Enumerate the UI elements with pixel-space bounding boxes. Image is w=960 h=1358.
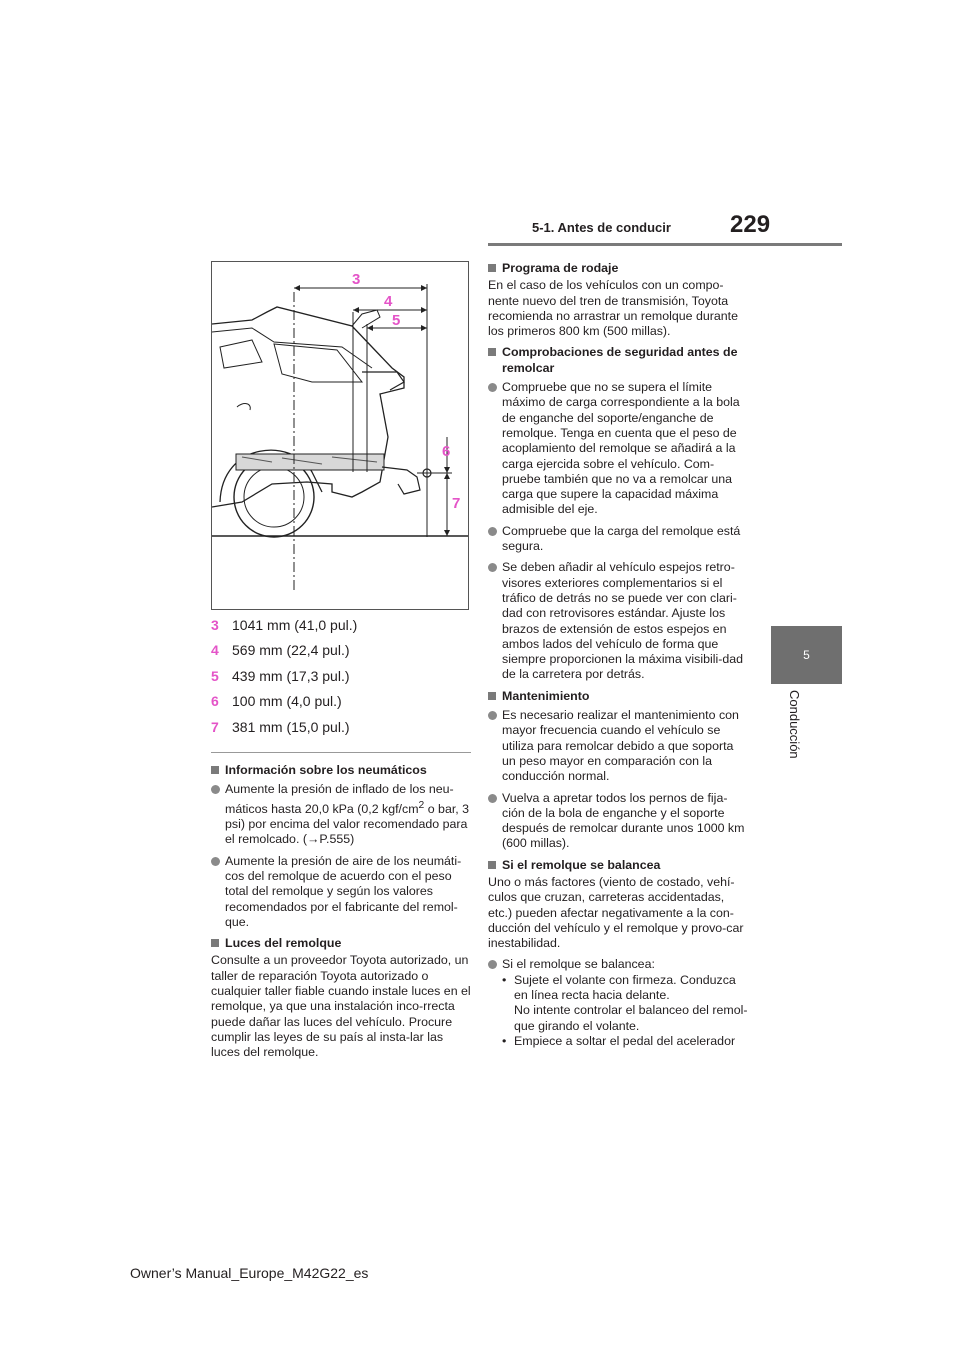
arrow (294, 285, 300, 291)
page-number: 229 (730, 211, 771, 238)
footer-text: Owner’s Manual_Europe_M42G22_es (130, 1265, 369, 1281)
window-line (212, 328, 372, 368)
bullet-item: Si el remolque se balancea: • Sujete el volante con firmeza. Conduzca en línea recta hacia delante. No intente controlar el balanceo del remol-que girando el volante. • Empiece a soltar el pedal del acelerador (488, 957, 750, 1049)
chapter-label: Conducción (787, 690, 802, 759)
arrow (421, 325, 427, 331)
callout-3: 3 (352, 271, 361, 288)
sub-item: • Empiece a soltar el pedal del acelerador (502, 1033, 736, 1048)
rear-side-window (220, 340, 262, 368)
spoiler (352, 310, 380, 328)
callout-7: 7 (452, 495, 461, 512)
dimension-item: 3 1041 mm (41,0 pul.) (211, 616, 358, 633)
section-maintenance-title: Mantenimiento (488, 689, 750, 704)
towing-dimensions-figure (211, 261, 469, 610)
dimension-item: 7 381 mm (15,0 pul.) (211, 718, 350, 735)
arrow (444, 473, 450, 479)
fuel-cap (237, 404, 250, 410)
chapter-number: 5 (803, 648, 810, 662)
rim (244, 467, 304, 527)
sub-item: • Sujete el volante con firmeza. Conduzca en línea recta hacia delante. No intente controlar el balanceo del remol-que girando el volante. (502, 972, 748, 1033)
dimension-item: 4 569 mm (22,4 pul.) (211, 642, 350, 659)
callout-5: 5 (392, 312, 401, 329)
dimension-item: 6 100 mm (4,0 pul.) (211, 693, 342, 710)
tail-lamp (362, 372, 404, 390)
chapter-tab[interactable] (771, 626, 842, 684)
rear-window (274, 344, 362, 382)
right-column (488, 257, 750, 1055)
bullet-item: Aumente la presión de aire de los neumáti-cos del remolque de acuerdo con el peso total del remolque y según los valores recomendados por el fabricante del remol-que. (211, 854, 471, 930)
bullet-item: Es necesario realizar el mantenimiento con mayor frecuencia cuando el vehículo se utiliza para remolcar debido a que soporta un peso mayor en comparación con la conducción normal. (488, 708, 750, 784)
paragraph: En el caso de los vehículos con un compo-nente nuevo del tren de transmisión, Toyota recomienda no arrastrar un remolque durante los primeros 800 km (500 millas). (488, 278, 739, 339)
bullet-item: Compruebe que la carga del remolque está segura. (488, 524, 750, 555)
bullet-item: Se deben añadir al vehículo espejos retro-visores exteriores complementarios si el tráfico de detrás no se puede ver con clari-dad con retrovisores estándar. Ajuste los brazos de extensión de estos espejos en ambos lados del vehículo de forma que siempre proporcionen la máxima visibili-dad de la carretera por detrás. (488, 560, 750, 682)
arrow (421, 285, 427, 291)
callout-4: 4 (384, 293, 393, 310)
arrow (444, 530, 450, 536)
section-lights-title: Luces del remolque (211, 936, 471, 951)
arrow (421, 307, 427, 313)
callout-6: 6 (442, 443, 451, 460)
section-breakin-title: Programa de rodaje (488, 261, 750, 276)
paragraph: Uno o más factores (viento de costado, vehí-culos que cruzan, carreteras accidentadas, etc.) pueden afectar negativamente a la con-ducción del vehículo y el remolque y provo-car inestabilidad. (488, 874, 744, 951)
bullet-item: Compruebe que no se supera el límite máximo de carga correspondiente a la bola de enganche del soporte/enganche de remolque. Tenga en cuenta que el peso de acoplamiento del remolque se añadirá a la carga ejercida sobre el vehículo. Com-pruebe también que no va a remolcar una carga que supere la capacidad máxima admisible del eje. (488, 380, 750, 518)
left-column (211, 752, 471, 1066)
vehicle-rear-diagram (212, 262, 468, 609)
section-title: 5-1. Antes de conducir (532, 220, 671, 235)
tow-hitch (382, 467, 420, 494)
dimension-item: 5 439 mm (17,3 pul.) (211, 667, 350, 684)
arrow (444, 467, 450, 473)
section-tires-title: Información sobre los neumáticos (211, 763, 471, 778)
section-sway-title: Si el remolque se balancea (488, 858, 750, 873)
paragraph: Consulte a un proveedor Toyota autorizado, un taller de reparación Toyota autorizado o cualquier taller fiable cuando instale luces en el remolque, ya que una instalación inco-rrecta puede dañar las luces del vehículo. Procure cumplir las leyes de su país al insta-lar las luces del remolque. (211, 953, 471, 1060)
bullet-item: Vuelva a apretar todos los pernos de fija-ción de la bola de enganche y el soporte después de remolcar durante unos 1000 km (600 millas). (488, 791, 750, 852)
bullet-item: Aumente la presión de inflado de los neu-máticos hasta 20,0 kPa (0,2 kgf/$cm^2$ o bar, 3 psi) por encima del valor recomendado para el remolcado. (→P.555) (211, 782, 471, 847)
header-divider (488, 243, 842, 246)
dimension-list (211, 612, 471, 740)
arrow (353, 307, 359, 313)
section-safety-title: Comprobaciones de seguridad antes de remolcar (488, 345, 750, 376)
arrow (367, 325, 373, 331)
